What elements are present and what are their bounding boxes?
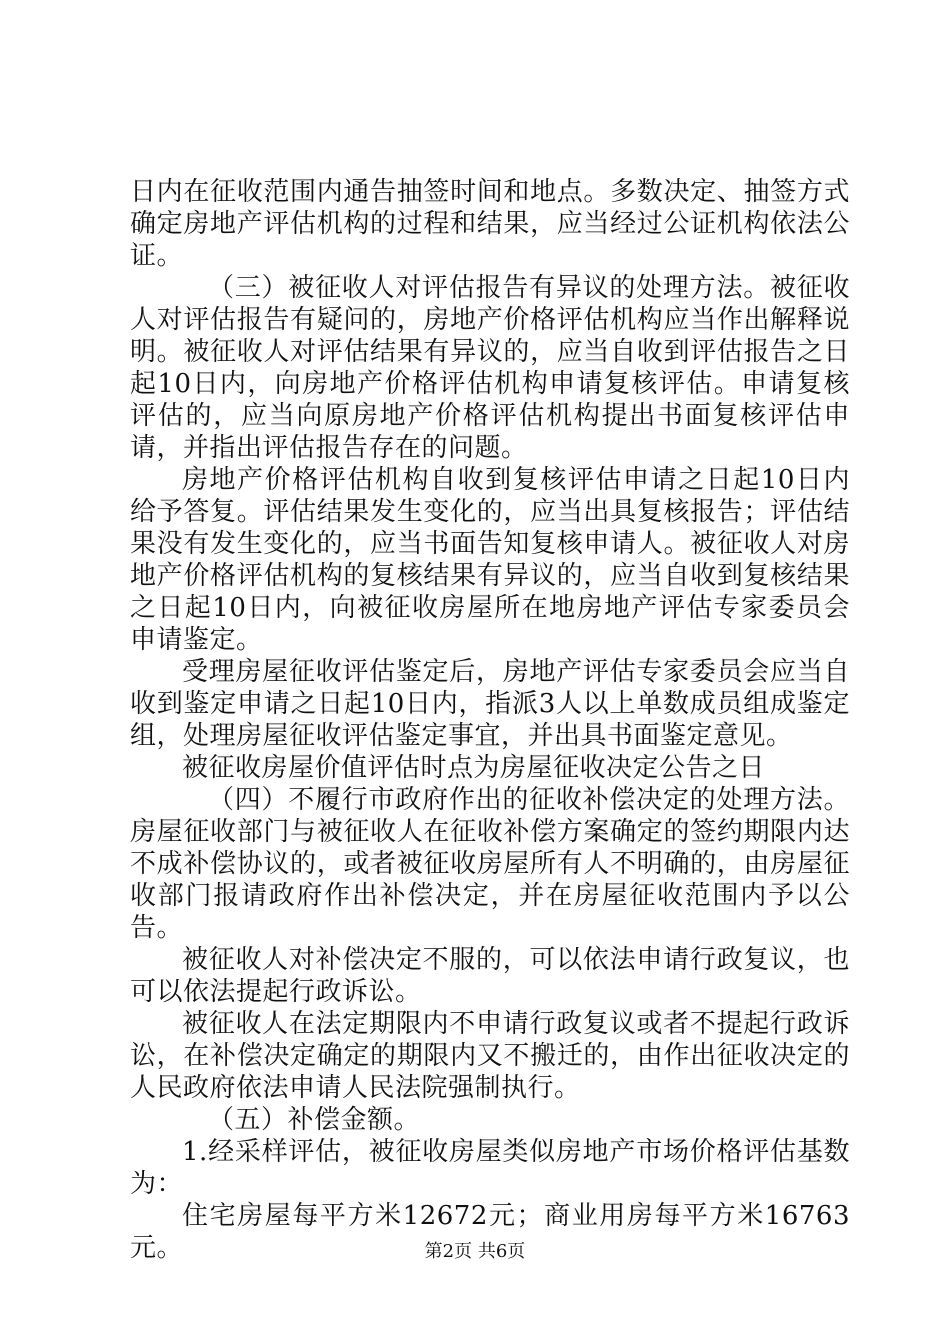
paragraph-9: （五）补偿金额。 xyxy=(208,1105,421,1135)
paragraph-5: 被征收房屋价值评估时点为房屋征收决定公告之日 xyxy=(182,753,766,783)
paragraph-6: （四）不履行市政府作出的征收补偿决定的处理方法。房屋征收部门与被征收人在征收补偿方案确定的签约期限内达不成补偿协议的，或者被征收房屋所有人不明确的，由房屋征收部门报请政府作出补偿决定，并在房屋征收范围内予以公告。 xyxy=(130,785,850,943)
paragraph-11: 住宅房屋每平方米12672元；商业用房每平方米16763元。 xyxy=(130,1201,850,1263)
paragraph-10: 1.经采样评估，被征收房屋类似房地产市场价格评估基数为： xyxy=(130,1137,850,1199)
page-footer xyxy=(0,1241,950,1263)
paragraph-2: （三）被征收人对评估报告有异议的处理方法。被征收人对评估报告有疑问的，房地产价格评估机构应当作出解释说明。被征收人对评估结果有异议的，应当自收到评估报告之日起10日内，向房地产价格评估机构申请复核评估。申请复核评估的，应当向原房地产价格评估机构提出书面复核评估申请，并指出评估报告存在的问题。 xyxy=(130,273,850,463)
paragraph-3: 房地产价格评估机构自收到复核评估申请之日起10日内给予答复。评估结果发生变化的，应当出具复核报告；评估结果没有发生变化的，应当书面告知复核申请人。被征收人对房地产价格评估机构的复核结果有异议的，应当自收到复核结果之日起10日内，向被征收房屋所在地房地产评估专家委员会申请鉴定。 xyxy=(130,465,850,655)
page-number-label: 第2页 共6页 xyxy=(424,1241,526,1262)
document-body xyxy=(130,176,850,1264)
paragraph-7: 被征收人对补偿决定不服的，可以依法申请行政复议，也可以依法提起行政诉讼。 xyxy=(130,945,850,1007)
paragraph-4: 受理房屋征收评估鉴定后，房地产评估专家委员会应当自收到鉴定申请之日起10日内，指派3人以上单数成员组成鉴定组，处理房屋征收评估鉴定事宜，并出具书面鉴定意见。 xyxy=(130,657,850,751)
paragraph-8: 被征收人在法定期限内不申请行政复议或者不提起行政诉讼，在补偿决定确定的期限内又不搬迁的，由作出征收决定的人民政府依法申请人民法院强制执行。 xyxy=(130,1009,850,1103)
paragraph-1: 日内在征收范围内通告抽签时间和地点。多数决定、抽签方式确定房地产评估机构的过程和结果，应当经过公证机构依法公证。 xyxy=(130,177,850,271)
